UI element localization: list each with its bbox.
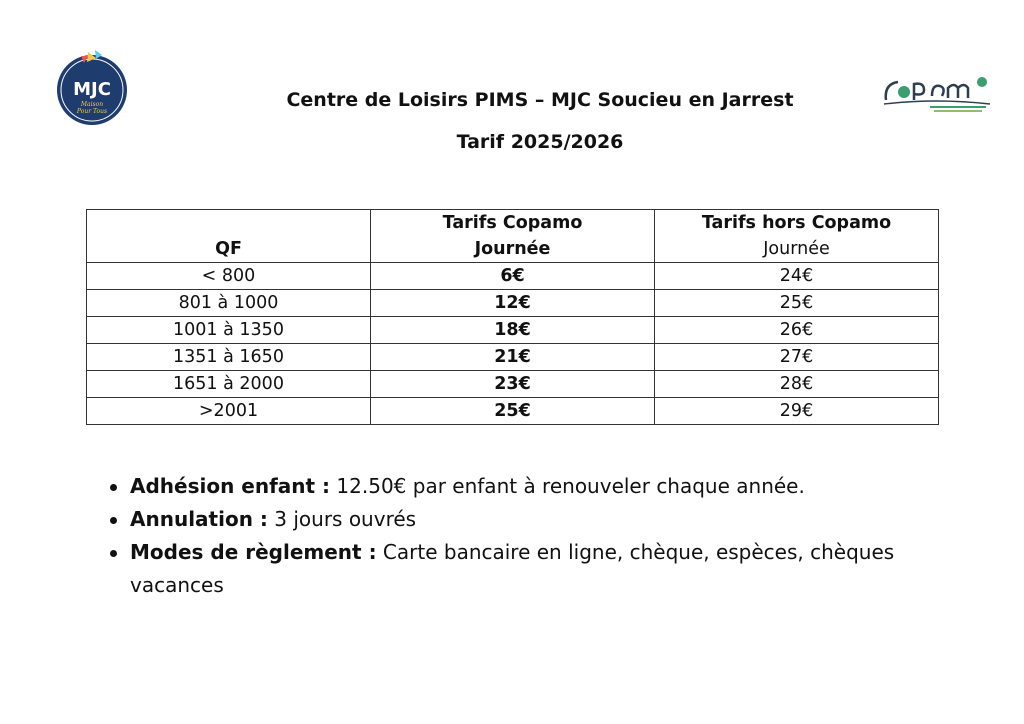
hors-price-cell: 29€ <box>655 398 939 425</box>
list-item-adhesion <box>130 470 960 503</box>
pricing-table <box>86 209 939 425</box>
qf-cell: 1651 à 2000 <box>87 371 371 398</box>
qf-cell: >2001 <box>87 398 371 425</box>
hors-price-cell: 24€ <box>655 263 939 290</box>
note-label: Adhésion enfant : <box>130 474 331 498</box>
hors-price-cell: 26€ <box>655 317 939 344</box>
copamo-price-cell: 21€ <box>371 344 655 371</box>
table-header-row <box>87 210 939 237</box>
subheader-hors-journee: Journée <box>655 236 939 263</box>
qf-cell: 801 à 1000 <box>87 290 371 317</box>
copamo-price-cell: 12€ <box>371 290 655 317</box>
table-row <box>87 371 939 398</box>
header-cell-empty <box>87 210 371 237</box>
copamo-price-cell: 25€ <box>371 398 655 425</box>
qf-cell: < 800 <box>87 263 371 290</box>
mjc-logo <box>54 50 130 126</box>
header-copamo: Tarifs Copamo <box>371 210 655 237</box>
copamo-price-cell: 23€ <box>371 371 655 398</box>
note-text: Carte bancaire en ligne, chèque, espèces, chèques vacances <box>130 540 895 597</box>
hors-price-cell: 28€ <box>655 371 939 398</box>
header-qf: QF <box>87 236 371 263</box>
page-title: Centre de Loisirs PIMS – MJC Soucieu en Jarrest <box>286 89 794 111</box>
copamo-price-cell: 6€ <box>371 263 655 290</box>
note-text: 12.50€ par enfant à renouveler chaque année. <box>330 474 805 498</box>
hors-price-cell: 27€ <box>655 344 939 371</box>
note-label: Modes de règlement : <box>130 540 377 564</box>
table-row <box>87 317 939 344</box>
table-row <box>87 263 939 290</box>
note-label: Annulation : <box>130 507 268 531</box>
hors-price-cell: 25€ <box>655 290 939 317</box>
mjc-logo-sub1: Maison <box>80 101 104 108</box>
subheader-copamo-journee: Journée <box>371 236 655 263</box>
mjc-logo-text: MJC <box>73 79 111 100</box>
list-item-reglement <box>130 536 960 602</box>
table-row <box>87 344 939 371</box>
mjc-logo-sub2: Pour Tous <box>76 108 108 115</box>
table-subheader-row <box>87 236 939 263</box>
note-text: 3 jours ouvrés <box>267 507 417 531</box>
page-subtitle: Tarif 2025/2026 <box>456 131 624 153</box>
qf-cell: 1351 à 1650 <box>87 344 371 371</box>
list-item-annulation <box>130 503 960 536</box>
table-row <box>87 290 939 317</box>
header-hors-copamo: Tarifs hors Copamo <box>655 210 939 237</box>
info-list <box>106 470 960 602</box>
table-row <box>87 398 939 425</box>
copamo-price-cell: 18€ <box>371 317 655 344</box>
qf-cell: 1001 à 1350 <box>87 317 371 344</box>
